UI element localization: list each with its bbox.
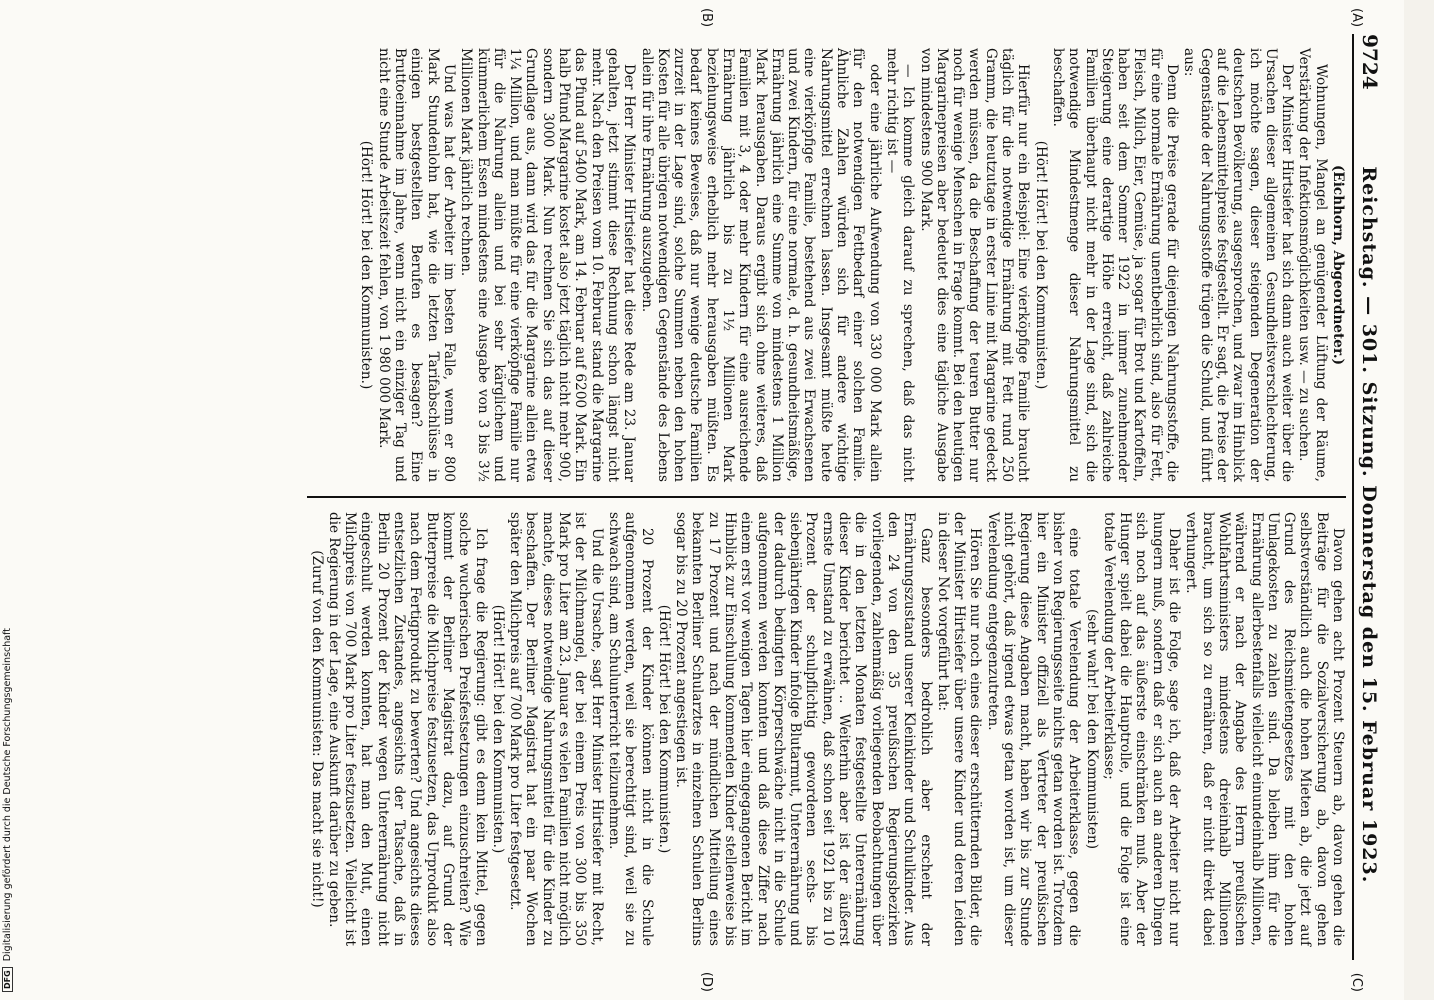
- paragraph: Ich frage die Regierung: gibt es denn kein Mittel, gegen solche wucherischen Preisfestsetzungen einzuschreiten? Wie kommt der Berliner Magistrat dazu, auf Grund der Butterpreise die Milchpreise festzusetzen, das Urprodukt also nach dem Fertigprodukt zu bewerten? Und angesichts dieses entsetzlichen Zustandes, angesichts der Tatsache, daß in Berlin 20 Prozent der Kinder wegen Unterernährung nicht eingeschult werden konnten, hat man den Mut, einen Milchpreis von 700 Mark pro Liter festzusetzen. Vielleicht ist die Regierung in der Lage, eine Auskunft darüber zu geben.: [325, 512, 489, 946]
- paragraph: Und was hat der Arbeiter im besten Falle, wenn er 800 Mark Stundenlohn hat, wie die letzten Tarifabschlüsse in einigen bestgestellten Berufen es besagen? Eine Bruttoeinnahme im Jahre, wenn nicht ein einziger Tag und nicht eine Stunde Arbeitszeit fehlen, von 1 980 000 Mark.: [375, 48, 457, 482]
- paragraph: 20 Prozent der Kinder können nicht in die Schule aufgenommen werden, weil sie berechtigt sind, weil sie zu schwach sind, am Schulunterricht teilzunehmen.: [605, 512, 655, 946]
- interjection: (Hört! Hört! bei den Kommunisten.): [1032, 140, 1049, 390]
- margin-mark-b: (B): [699, 8, 714, 28]
- paragraph: Wohnungen, Mangel an genügender Lüftung der Räume, Verstärkung der Infektionsmöglichkeiten usw. — zu suchen.: [1296, 48, 1329, 482]
- page-header: [1352, 34, 1382, 960]
- paragraph: eine totale Verelendung der Arbeiterklasse, gegen die bisher von Regierungsseite nichts getan worden ist. Trotzdem hier ein Minister offiziell als Vertreter der preußischen Regierung diese Angaben macht, haben wir bis zur Stunde nicht gehört, daß irgend etwas getan worden ist, um dieser Verelendung entgegenzutreten.: [984, 512, 1083, 946]
- paragraph: Der Minister Hirtsiefer hat sich dann auch weiter über die Ursachen dieser allgemeinen Gesundheitsverschlechterung, ich möchte sagen, dieser steigenden Degeneration der deutschen Bevölkerung, ausgesprochen, und zwar im Hinblick auf die Lebensmittelpreise festgestellt. Er sagt, die Preise der Gegenstände der Nahrungsstoffe trügen die Schuld, und führt aus:: [1181, 48, 1296, 482]
- paragraph: Der Herr Minister Hirtsiefer hat diese Rede am 23. Januar gehalten, jetzt stimmt diese Rechnung schon längst nicht mehr. Nach den Preisen vom 10. Februar stand die Margarine das Pfund auf 5400 Mark, am 14. Februar auf 6200 Mark. Ein halb Pfund Margarine kostet also jetzt täglich nicht mehr 900, sondern 3000 Mark. Nun rechnen Sie sich das auf dieser Grundlage aus, dann wird das für die Margarine allein etwa 1¼ Million, und man müßte für eine vierköpfige Familie nur für die Nahrung allein und bei sehr kärglichem und kümmerlichem Essen mindestens eine Ausgabe von 3 bis 3½ Millionen Mark jährlich rechnen.: [458, 48, 638, 482]
- dfg-logo: DFG: [2, 967, 13, 992]
- paragraph: Davon gehen acht Prozent Steuern ab, davon gehen die Beiträge für die Sozialversicherung ab, davon gehen selbstverständlich auch die hohen Mieten ab, die jetzt auf Grund des Reichsmietengesetzes mit den hohen Umlagekosten zu zahlen sind. Da bleiben ihm für die Ernährung allerbestenfalls vielleicht einundeinhalb Millionen, während er nach der Angabe des Herrn preußischen Wohlfahrtsministers mindestens dreieinhalb Millionen braucht, um sich so zu ernähren, daß er nicht direkt dabei verhungert.: [1183, 512, 1346, 946]
- paragraph: Denn die Preise gerade für diejenigen Nahrungsstoffe, die für eine normale Ernährung unentbehrlich sind, also für Fett, Fleisch, Milch, Eier, Gemüse, ja sogar für Brot und Kartoffeln, haben seit dem Sommer 1922 in immer zunehmender Steigerung eine derartige Höhe erreicht, daß zahlreiche Familien überhaupt nicht mehr in der Lage sind, sich die notwendige Mindestmenge dieser Nahrungsmittel zu beschaffen.: [1049, 48, 1181, 482]
- paragraph: — Ich komme gleich darauf zu sprechen, daß das nicht mehr richtig ist —: [883, 48, 917, 482]
- right-column: [307, 498, 1346, 960]
- margin-mark-d: (D): [699, 971, 714, 992]
- digitization-credit: [2, 0, 18, 1000]
- text-columns: [307, 34, 1346, 960]
- interjection: (Hört! Hört! bei den Kommunisten.): [489, 604, 506, 854]
- left-column: [307, 34, 1346, 496]
- interjection: (Zuruf von den Kommunisten: Das macht sie nicht!): [308, 550, 325, 908]
- paragraph: Ganz besonders bedrohlich aber erscheint der Ernährungszustand unserer Kleinkinder und Schulkinder. Aus den 24 von den 35 preußischen Regierungsbezirken vorliegenden, zahlenmäßig vorliegenden Beobachtungen über die in den letzten Monaten festgestellte Unterernährung dieser Kinder berichtet .. Weiterhin aber ist der äußerst ernste Umstand zu erwähnen, daß schon seit 1921 bis zu 10 Prozent der schulpflichtig gewordenen sechs- bis siebenjährigen Kinder infolge Blutarmut, Unterernährung und der dadurch bedingten Körperschwäche nicht in die Schule aufgenommen werden konnten und daß diese Ziffer nach einem erst vor wenigen Tagen hier eingegangenen Bericht im Hinblick zur Einschulung kommenden Kinder stellenweise bis zu 17 Prozent und nach der mündlichen Mitteilung eines bekannten Berliner Schularztes in einzelnen Schulen Berlins sogar bis zu 20 Prozent angestiegen ist.: [673, 512, 934, 946]
- interjection: (Hört! Hört! bei den Kommunisten.): [358, 140, 375, 390]
- interjection: (Hört! Hört! bei den Kommunisten.): [655, 604, 672, 854]
- paragraph: Daher ist die Folge, sage ich, daß der Arbeiter nicht nur hungern muß, sondern daß er sich auch an anderen Dingen sich noch auf das äußerste einschränken muß. Aber der Hunger spielt dabei die Hauptrolle, und die Folge ist eine totale Verelendung der Arbeiterklasse;: [1100, 512, 1183, 946]
- margin-mark-a: (A): [1349, 8, 1364, 28]
- speaker-label: (Eichhorn, Abgeordneter.): [1330, 164, 1346, 366]
- paragraph: Hören Sie nur noch eines dieser erschütternden Bilder, die der Minister Hirtsiefer über unsere Kinder und deren Leiden in dieser Not vorgeführt hat:: [934, 512, 984, 946]
- paragraph: Und die Ursache, sagt Herr Minister Hirtsiefer mit Recht, ist der Milchmangel, der bei einem Preis von 300 bis 350 Mark pro Liter am 23. Januar es vielen Familien nicht möglich machte, dieses notwendige Nahrungsmittel für die Kinder zu beschaffen. Der Berliner Magistrat hat ein paar Wochen später den Milchpreis auf 700 Mark pro Liter festgesetzt.: [507, 512, 605, 946]
- paragraph: Hierfür nur ein Beispiel: Eine vierköpfige Familie braucht täglich für die notwendige Ernährung mit Fett rund 250 Gramm, die heutzutage in erster Linie mit Margarine gedeckt werden müssen, da die Beschaffung der teuren Butter nur noch für wenige Menschen in Frage kommt. Bei den heutigen Margarinepreisen aber bedeutet dies eine tägliche Ausgabe von mindestens 900 Mark.: [917, 48, 1032, 482]
- running-title: Reichstag. — 301. Sitzung. Donnerstag den 15. Februar 1923.: [1358, 166, 1380, 884]
- paragraph: oder eine jährliche Aufwendung von 330 000 Mark allein für den notwendigen Fettbedarf einer solchen Familie. Ähnliche Zahlen würden sich für andere wichtige Nahrungsmittel errechnen lassen. Insgesamt müßte heute eine vierköpfige Familie, bestehend aus zwei Erwachsenen und zwei Kindern, für eine normale, d. h. gesundheitsmäßige, Ernährung jährlich eine Summe von mindestens 1 Million Mark herausgaben. Daraus ergibt sich ohne weiteres, daß Familien mit 3, 4 oder mehr Kindern für eine ausreichende Ernährung jährlich bis zu 1½ Millionen Mark beziehungsweise erheblich mehr herausgaben müßten. Es bedarf keines Beweises, daß nur wenige deutsche Familien zurzeit in der Lage sind, solche Summen neben den hohen Kosten für alle übrigen notwendigen Gegenstände des Lebens allein für ihre Ernährung auszugeben.: [638, 48, 883, 482]
- page-number: 9724: [1358, 34, 1382, 90]
- margin-mark-c: (C): [1349, 972, 1364, 992]
- interjection: (sehr wahr! bei den Kommunisten): [1083, 608, 1100, 850]
- credit-text: Digitalisierung gefördert durch die Deutsche Forschungsgemeinschaft: [2, 627, 13, 962]
